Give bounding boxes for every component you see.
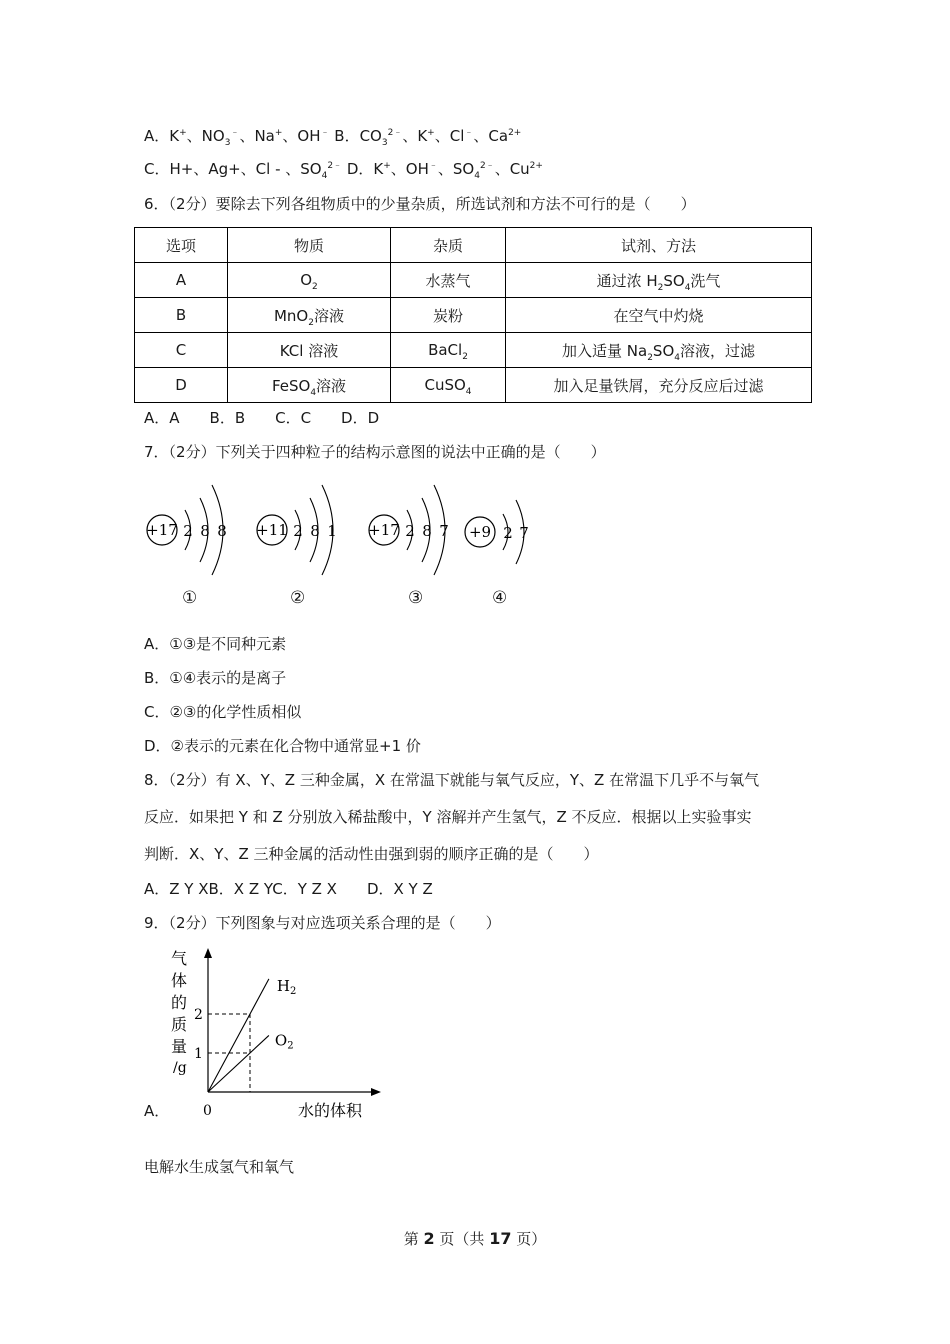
- atom-diagram-4: [458, 470, 548, 590]
- cell-impurity: 炭粉: [391, 298, 506, 333]
- cell-impurity: 水蒸气: [391, 263, 506, 298]
- cell-method: 加入足量铁屑，充分反应后过滤: [506, 368, 812, 403]
- q8-stem-line-3: 判断．X、Y、Z 三种金属的活动性由强到弱的顺序正确的是（ ）: [144, 845, 599, 863]
- table-row: [135, 298, 812, 333]
- page-footer: 第 2 页（共 17 页）: [403, 1229, 547, 1248]
- atom-label-3: ③: [408, 588, 424, 608]
- atom-3-shell-3: 7: [439, 522, 449, 540]
- chart-y-arrow: [204, 948, 212, 958]
- cell-substance: MnO$_2$溶液: [228, 298, 391, 333]
- atom-label-2: ②: [290, 588, 306, 608]
- q8-answers: A．Z Y XB．X Z YC．Y Z X D．X Y Z: [144, 880, 433, 898]
- q9-chart: [165, 940, 390, 1125]
- atom-1-shell-1: 2: [183, 522, 193, 540]
- atom-2-shell-3: 1: [327, 522, 337, 540]
- q5-option-ab: A．K+、$NO_3^﹣$、Na+、OH﹣ B．$CO_3^{2﹣}$、K+、Cl﹣、$Ca^{2+}$: [144, 127, 522, 148]
- header-method: 试剂、方法: [506, 228, 812, 263]
- header-impurity: 杂质: [391, 228, 506, 263]
- cell-impurity: CuSO$_4$: [391, 368, 506, 403]
- q6-answers: A．A B．B C．C D．D: [144, 409, 380, 427]
- cell-option: B: [135, 298, 228, 333]
- q6-stem: 6．（2分）要除去下列各组物质中的少量杂质，所选试剂和方法不可行的是（ ）: [144, 195, 696, 213]
- chart-ylabel-char: 气: [171, 949, 188, 968]
- q9-caption: 电解水生成氢气和氧气: [144, 1158, 295, 1176]
- atom-4-shell-2: 7: [519, 524, 529, 542]
- q7-option-c: C．②③的化学性质相似: [144, 703, 302, 721]
- q9-option-a: A．: [144, 1102, 170, 1120]
- atom-diagram-1: [140, 470, 240, 590]
- atom-2-shell-1: 2: [293, 522, 303, 540]
- q7-option-a: A．①③是不同种元素: [144, 635, 287, 653]
- chart-origin-label: 0: [203, 1103, 212, 1119]
- atom-diagram-2: [250, 470, 350, 590]
- chart-ytick-1: 1: [194, 1046, 203, 1062]
- atom-4-nucleus: +9: [468, 523, 492, 541]
- cell-method: 通过浓 $H_2SO_4$洗气: [506, 263, 812, 298]
- chart-ylabel-char: 体: [171, 971, 188, 990]
- atom-2-nucleus: +11: [256, 521, 288, 539]
- series-h2-line: [208, 979, 269, 1092]
- cell-method: 在空气中灼烧: [506, 298, 812, 333]
- q5-option-cd: C．H+、Ag+、Cl - 、$SO_4^{2﹣}$ D．K+、OH﹣、$SO_4^{2﹣}$、$Cu^{2+}$: [144, 160, 543, 181]
- atom-diagram-3: [362, 470, 462, 590]
- cell-option: C: [135, 333, 228, 368]
- table-row: [135, 368, 812, 403]
- q7-option-b: B．①④表示的是离子: [144, 669, 287, 687]
- atom-1-shell-3: 8: [217, 522, 227, 540]
- table-row: [135, 263, 812, 298]
- q7-stem: 7．（2分）下列关于四种粒子的结构示意图的说法中正确的是（ ）: [144, 443, 606, 461]
- atom-3-shell-1: 2: [405, 522, 415, 540]
- q8-stem-line-1: 8．（2分）有 X、Y、Z 三种金属，X 在常温下就能与氧气反应，Y、Z 在常温下几乎不与氧气: [144, 771, 760, 789]
- chart-ylabel-char: 量: [171, 1037, 188, 1056]
- chart-xlabel: 水的体积: [298, 1101, 363, 1120]
- q8-stem-line-2: 反应．如果把 Y 和 Z 分别放入稀盐酸中，Y 溶解并产生氢气，Z 不反应．根据以上实验事实: [144, 808, 752, 826]
- table-row: [135, 333, 812, 368]
- atom-3-shell-2: 8: [422, 522, 432, 540]
- series-h2-label: $H_2$: [276, 976, 297, 997]
- cell-substance: KCl 溶液: [228, 333, 391, 368]
- table-header-row: [135, 228, 812, 263]
- cell-substance: $O_2$: [228, 263, 391, 298]
- cell-option: D: [135, 368, 228, 403]
- atom-label-4: ④: [492, 588, 508, 608]
- q7-option-d: D．②表示的元素在化合物中通常显+1 价: [144, 737, 421, 755]
- chart-ylabel-char: 的: [171, 993, 188, 1012]
- atom-4-shell-1: 2: [503, 524, 513, 542]
- page-total: 17: [489, 1229, 512, 1248]
- cell-impurity: BaCl$_2$: [391, 333, 506, 368]
- cell-substance: FeSO$_4$溶液: [228, 368, 391, 403]
- atom-1-shell-2: 8: [200, 522, 210, 540]
- chart-x-arrow: [371, 1088, 381, 1096]
- chart-ylabel-char: 质: [171, 1015, 188, 1034]
- header-option: 选项: [135, 228, 228, 263]
- cell-method: 加入适量 $Na_2SO_4$溶液，过滤: [506, 333, 812, 368]
- q6-table: [134, 227, 812, 403]
- atom-2-shell-2: 8: [310, 522, 320, 540]
- chart-ytick-2: 2: [194, 1007, 203, 1023]
- atom-3-nucleus: +17: [368, 521, 400, 539]
- cell-option: A: [135, 263, 228, 298]
- atom-1-nucleus: +17: [146, 521, 178, 539]
- series-o2-label: $O_2$: [274, 1031, 294, 1052]
- q9-stem: 9．（2分）下列图象与对应选项关系合理的是（ ）: [144, 914, 501, 932]
- page-number: 2: [423, 1229, 435, 1248]
- series-o2-line: [208, 1035, 269, 1092]
- chart-ylabel-char: /g: [173, 1060, 187, 1076]
- atom-label-1: ①: [182, 588, 198, 608]
- header-substance: 物质: [228, 228, 391, 263]
